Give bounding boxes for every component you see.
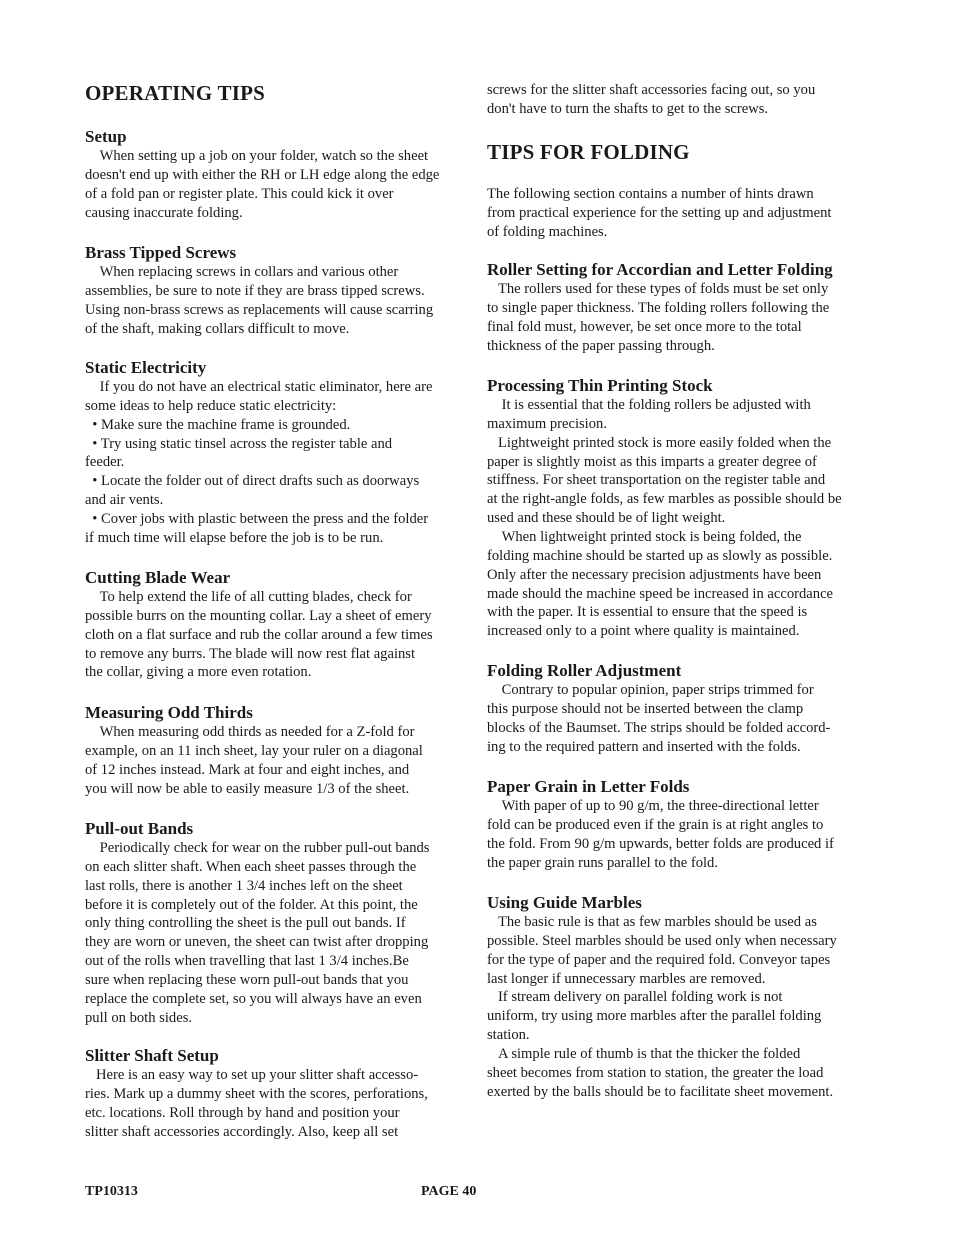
body-line: A simple rule of thumb is that the thicker the folded [487, 1045, 801, 1062]
body-line: you will now be able to easily measure 1/3 of the sheet. [85, 780, 410, 797]
body-line: if much time will elapse before the job is to be run. [85, 529, 384, 546]
body-line: possible. Steel marbles should be used only when necessary [487, 932, 837, 949]
heading-using-guide-marbles: Using Guide Marbles [487, 893, 642, 912]
body-line: before it is completely out of the folder. At this point, the [85, 896, 418, 913]
body-line: Periodically check for wear on the rubber pull-out bands [85, 840, 430, 856]
body-line: the collar, giving a more even rotation. [85, 664, 312, 681]
heading-pull-out-bands: Pull-out Bands [85, 819, 194, 838]
body-line: to remove any burrs. The blade will now rest flat against [85, 645, 416, 662]
body-line: etc. locations. Roll through by hand and position your [85, 1104, 400, 1121]
body-line: feeder. [85, 454, 125, 471]
body-line: maximum precision. [487, 415, 607, 432]
heading-roller-setting-for-accordian-and-letter-folding: Roller Setting for Accordian and Letter Folding [487, 260, 833, 279]
body-line: to single paper thickness. The folding rollers following the [487, 299, 830, 316]
body-line: replace the complete set, so you will always have an even [85, 990, 422, 1007]
body-line: with the paper. It is essential to ensure that the speed is [487, 604, 808, 621]
body-line: pull on both sides. [85, 1009, 193, 1026]
body-line: Here is an easy way to set up your slitter shaft accesso- [85, 1067, 419, 1083]
body-line: The rollers used for these types of folds must be set only [487, 281, 829, 297]
body-line: from practical experience for the setting up and adjustment [487, 204, 832, 221]
body-line: of the shaft, making collars difficult to move. [85, 320, 350, 337]
body-line: paper is slightly moist as this imparts a greater degree of [487, 453, 817, 470]
body-line: Contrary to popular opinion, paper strips trimmed for [487, 682, 814, 698]
heading-measuring-odd-thirds: Measuring Odd Thirds [85, 703, 253, 722]
body-line: If stream delivery on parallel folding work is not [487, 989, 783, 1006]
section-title-tips-for-folding: TIPS FOR FOLDING [487, 140, 690, 164]
heading-processing-thin-printing-stock: Processing Thin Printing Stock [487, 376, 713, 395]
body-line: only thing controlling the sheet is the pull out bands. If [85, 915, 406, 932]
body-line: possible burrs on the mounting collar. Lay a sheet of emery [85, 607, 432, 624]
body-line: of folding machines. [487, 223, 608, 240]
heading-static-electricity: Static Electricity [85, 358, 207, 377]
body-line: ries. Mark up a dummy sheet with the scores, perforations, [85, 1085, 428, 1102]
body-line: station. [487, 1027, 530, 1044]
body-line: some ideas to help reduce static electricity: [85, 397, 337, 414]
body-line: When setting up a job on your folder, watch so the sheet [85, 148, 429, 164]
heading-brass-tipped-screws: Brass Tipped Screws [85, 243, 237, 262]
body-line: assemblies, be sure to note if they are brass tipped screws. [85, 282, 425, 299]
body-line: cloth on a flat surface and rub the collar around a few times [85, 626, 433, 643]
body-line: The following section contains a number of hints drawn [487, 186, 814, 202]
body-line: of 12 inches instead. Mark at four and eight inches, and [85, 761, 410, 778]
body-line: final fold must, however, be set once more to the total [487, 318, 802, 335]
document-id: TP10313 [85, 1184, 138, 1199]
body-line: this purpose should not be inserted between the clamp [487, 700, 804, 717]
body-line: It is essential that the folding rollers be adjusted with [487, 397, 811, 413]
body-line: don't have to turn the shafts to get to the screws. [487, 100, 769, 117]
body-line: made should the machine speed be increased in accordance [487, 585, 834, 602]
section-title-operating-tips: OPERATING TIPS [85, 81, 265, 105]
body-line: • Locate the folder out of direct drafts such as doorways [85, 473, 420, 490]
body-line: When measuring odd thirds as needed for a Z-fold for [85, 724, 415, 740]
body-line: screws for the slitter shaft accessories facing out, so you [487, 82, 816, 98]
heading-paper-grain-in-letter-folds: Paper Grain in Letter Folds [487, 777, 690, 796]
body-line: uniform, try using more marbles after the parallel folding [487, 1008, 822, 1025]
body-line: thickness of the paper passing through. [487, 337, 715, 354]
body-line: and air vents. [85, 492, 164, 509]
body-line: exerted by the balls should be to facilitate sheet movement. [487, 1083, 834, 1100]
heading-cutting-blade-wear: Cutting Blade Wear [85, 568, 231, 587]
body-line: increased only to a point where quality is maintained. [487, 623, 800, 640]
body-line: last longer if unnecessary marbles are removed. [487, 970, 766, 987]
body-line: • Make sure the machine frame is grounded. [85, 416, 351, 433]
body-line: out of the rolls when travelling that last 1 3/4 inches.Be [85, 953, 409, 970]
body-line: ing to the required pattern and inserted with the folds. [487, 738, 801, 755]
page-number: PAGE 40 [421, 1184, 477, 1199]
body-line: used and these should be of light weight. [487, 510, 726, 527]
heading-setup: Setup [85, 127, 127, 146]
body-line: causing inaccurate folding. [85, 204, 243, 221]
body-line: Using non-brass screws as replacements will cause scarring [85, 301, 434, 318]
body-line: at the right-angle folds, as few marbles as possible should be [487, 491, 842, 508]
body-line: stiffness. For sheet transportation on the register table and [487, 472, 826, 489]
body-line: they are worn or uneven, the sheet can twist after dropping [85, 934, 429, 951]
body-line: for the type of paper and the required fold. Conveyor tapes [487, 951, 831, 968]
heading-folding-roller-adjustment: Folding Roller Adjustment [487, 661, 682, 680]
body-line: fold can be produced even if the grain is at right angles to [487, 816, 824, 833]
body-line: the paper grain runs parallel to the fold. [487, 854, 718, 871]
body-line: • Try using static tinsel across the register table and [85, 435, 393, 452]
body-line: The basic rule is that as few marbles should be used as [487, 914, 817, 930]
body-line: sheet becomes from station to station, the greater the load [487, 1064, 824, 1081]
body-line: doesn't end up with either the RH or LH edge along the edge [85, 166, 440, 183]
body-line: • Cover jobs with plastic between the press and the folder [85, 510, 429, 527]
body-line: slitter shaft accessories accordingly. Also, keep all set [85, 1123, 399, 1140]
body-line: If you do not have an electrical static eliminator, here are [85, 379, 433, 395]
body-line: To help extend the life of all cutting blades, check for [85, 589, 412, 605]
body-line: Lightweight printed stock is more easily folded when the [487, 434, 832, 451]
body-line: Only after the necessary precision adjustments have been [487, 566, 822, 583]
body-line: of a fold pan or register plate. This could kick it over [85, 185, 394, 202]
body-line: When lightweight printed stock is being folded, the [487, 528, 802, 545]
body-line: With paper of up to 90 g/m, the three-directional letter [487, 798, 819, 814]
body-line: the fold. From 90 g/m upwards, better folds are produced if [487, 835, 834, 852]
body-line: example, on an 11 inch sheet, lay your ruler on a diagonal [85, 742, 423, 759]
body-line: last rolls, there is another 1 3/4 inches left on the sheet [85, 877, 403, 894]
body-line: on each slitter shaft. When each sheet passes through the [85, 858, 417, 875]
heading-slitter-shaft-setup: Slitter Shaft Setup [85, 1046, 219, 1065]
body-line: When replacing screws in collars and various other [85, 264, 399, 280]
body-line: sure when replacing these worn pull-out bands that you [85, 971, 409, 988]
body-line: folding machine should be started up as slowly as possible. [487, 547, 833, 564]
body-line: blocks of the Baumset. The strips should be folded accord- [487, 719, 831, 736]
